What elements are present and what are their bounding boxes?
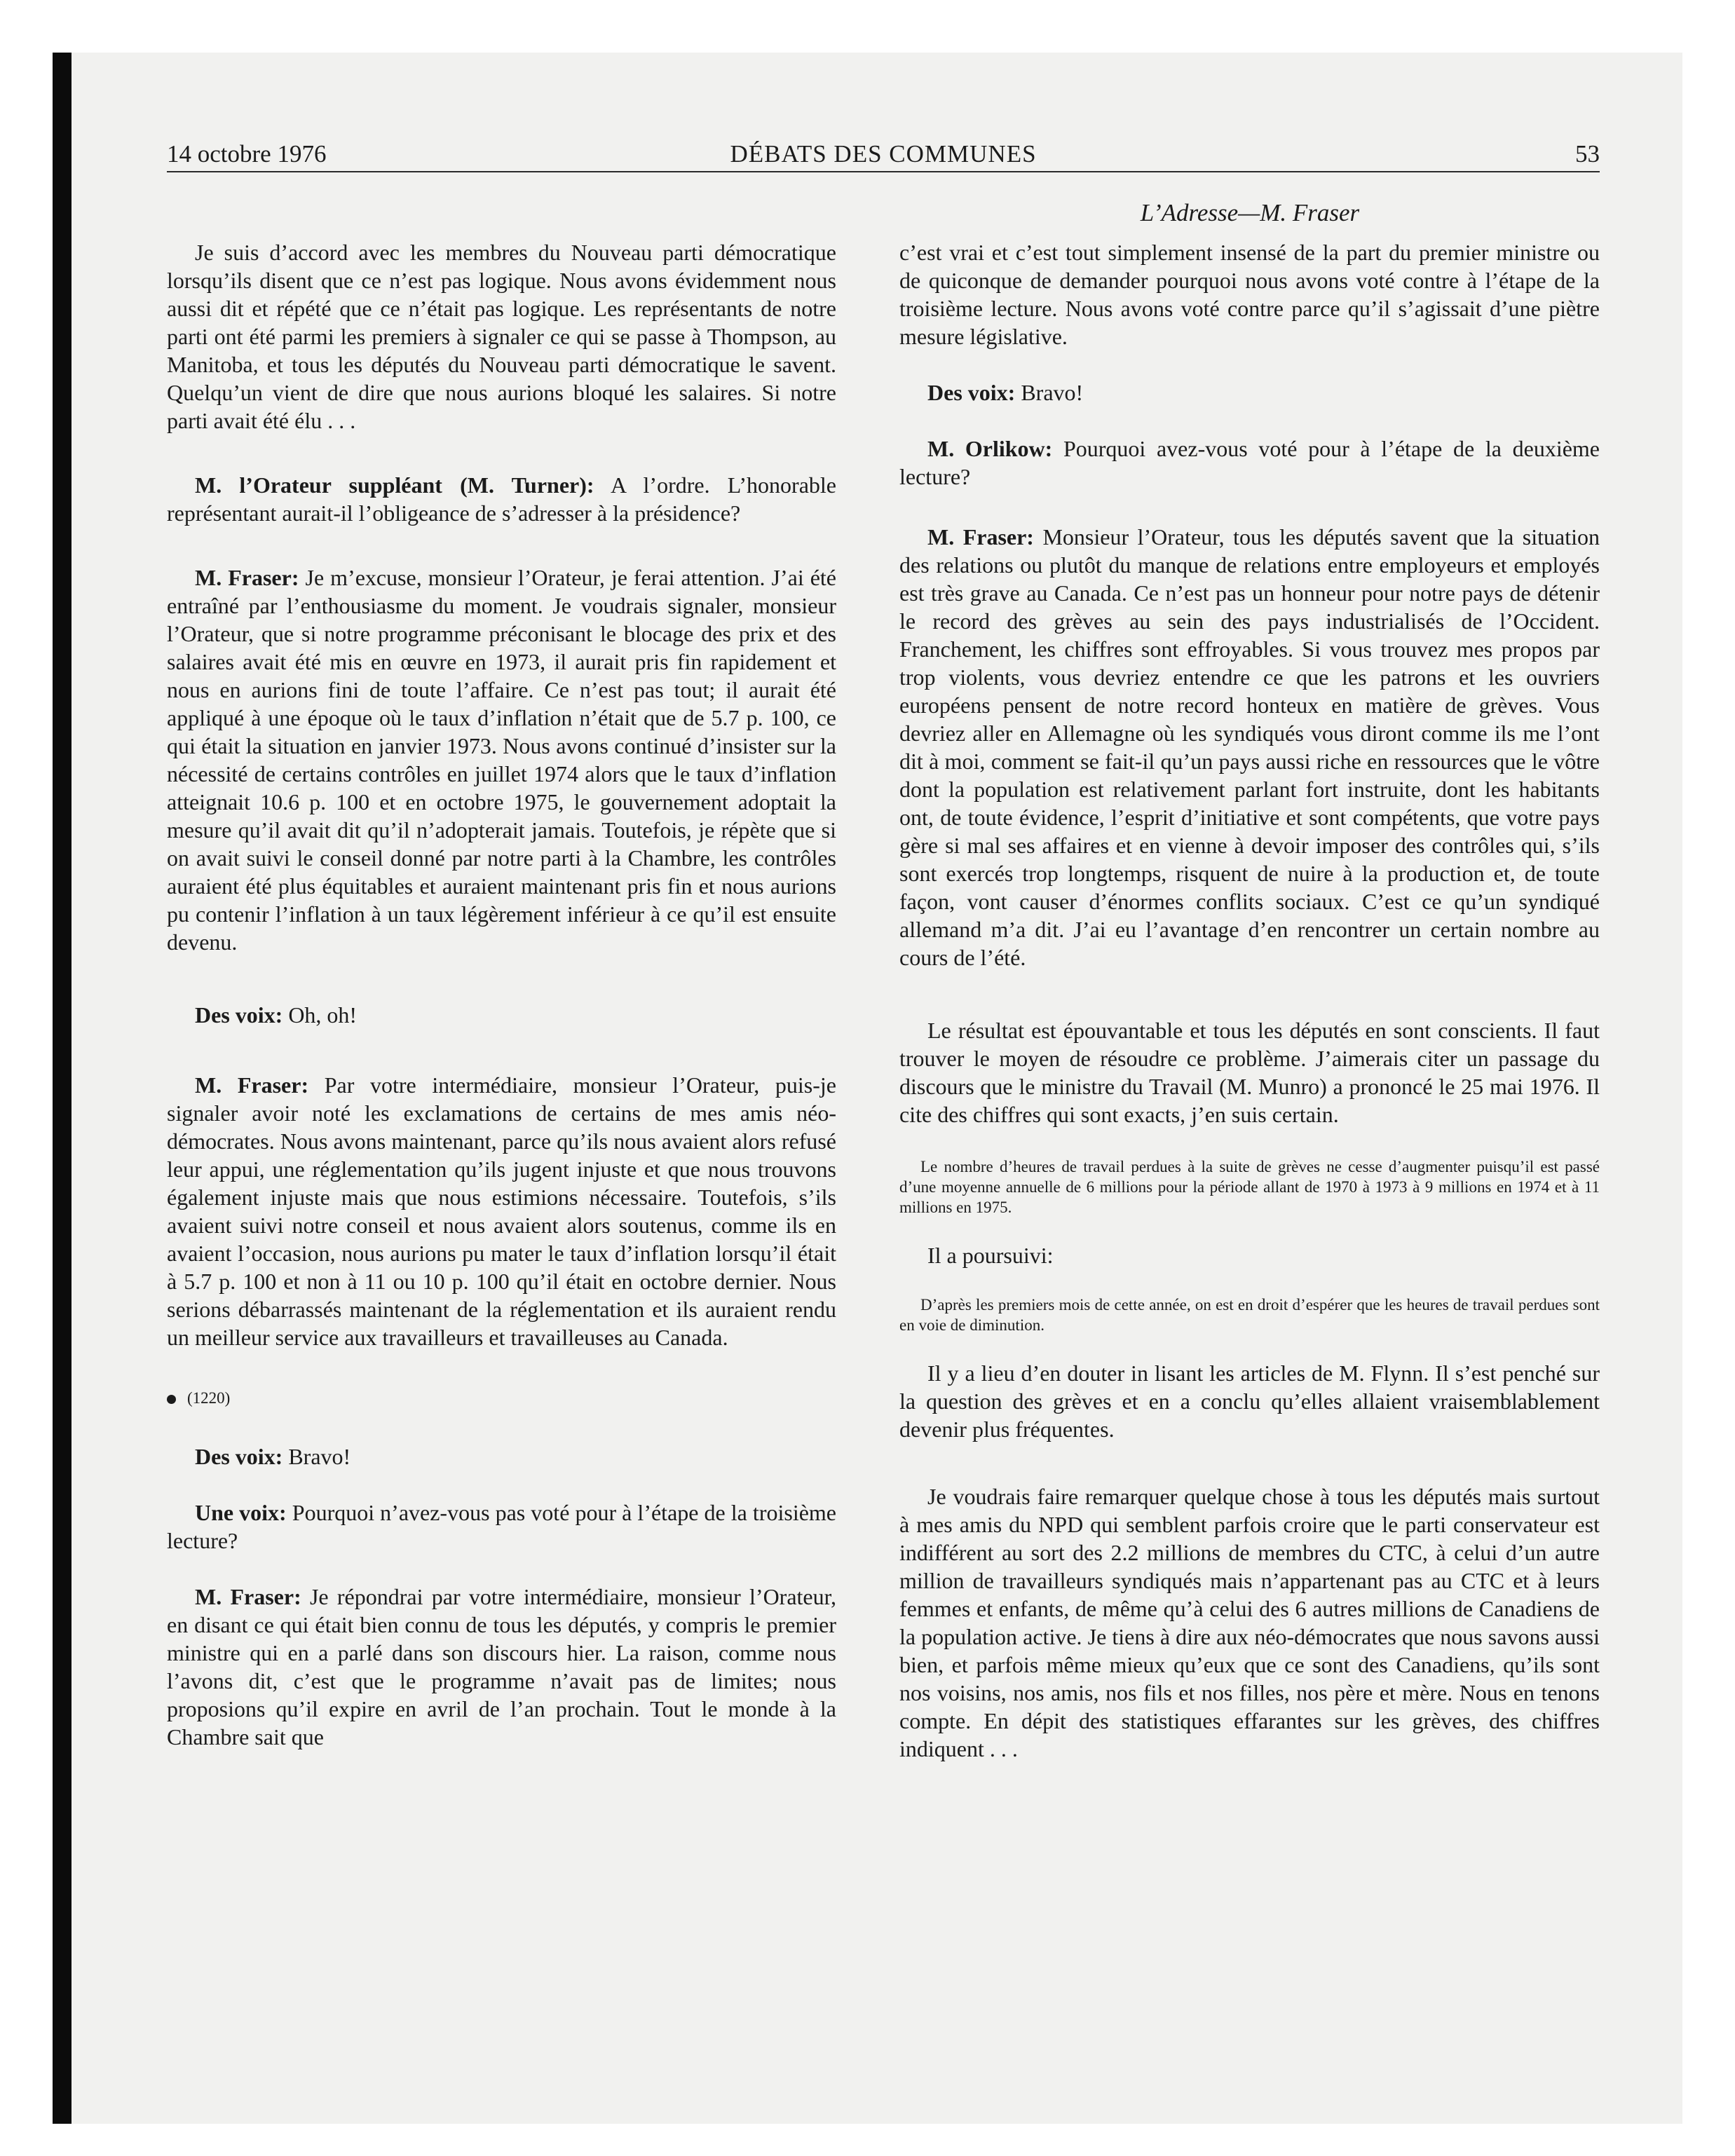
speaker-name: M. Fraser:: [195, 1072, 309, 1098]
paragraph: Il a poursuivi:: [927, 1243, 1054, 1268]
bullet-icon: [167, 1395, 176, 1404]
speaker-name: M. l’Orateur suppléant (M. Turner):: [195, 472, 594, 498]
speech-paragraph: [167, 471, 836, 527]
speech-paragraph: [167, 1583, 836, 1751]
paragraph: Je voudrais faire remarquer quelque chose à tous les députés mais surtout à mes amis du NPD qui semblent parfois croire que le parti conservateur est indifférent au sort des 2.2 millions de membres du CTC, à celui d’un autre million de travailleurs syndiqués mais n’appartenant pas au CTC et à leurs femmes et enfants, de même qu’à celui des 6 autres millions de Canadiens de la population active. Je tiens à dire aux néo-démocrates que nous savons aussi bien, et parfois même mieux qu’eux que ce sont des Canadiens, qu’ils sont nos voisins, nos amis, nos fils et nos filles, nos père et mère. Nous en tenons compte. En dépit des statistiques effarantes sur les grèves, des chiffres indiquent . . .: [899, 1484, 1600, 1761]
block-quote: Le nombre d’heures de travail perdues à la suite de grèves ne cesse d’augmenter puisqu’il est passé d’une moyenne annuelle de 6 millions pour la période allant de 1970 à 1973 à 9 millions en 1974 et à 11 millions en 1975.: [899, 1158, 1600, 1216]
time-marker-text: (1220): [187, 1389, 231, 1407]
speech-text: Je m’excuse, monsieur l’Orateur, je ferai attention. J’ai été entraîné par l’enthousiasme du moment. Je voudrais signaler, monsieur l’Orateur, que si notre programme préconisant le blocage des prix et des salaires avait été mis en œuvre en 1973, il aurait pris fin rapidement et nous en aurions fini de toute l’affaire. Ce n’est pas tout; il aurait été appliqué à une époque où le taux d’inflation n’était que de 5.7 p. 100, ce qui était la situation en janvier 1973. Nous avons continué d’insister sur la nécessité de certains contrôles en juillet 1974 alors que le taux d’inflation atteignait 10.6 p. 100 et en octobre 1975, le gouvernement adoptait la mesure qu’il avait dit qu’il n’adopterait jamais. Toutefois, je répète que si on avait suivi le conseil donné par notre parti à la Chambre, les contrôles auraient été plus équitables et auraient maintenant pris fin et nous aurions pu contenir l’inflation à un taux légèrement inférieur à ce qu’il est ensuite devenu.: [167, 565, 837, 955]
block-quote: D’après les premiers mois de cette année, on est en droit d’espérer que les heures de travail perdues sont en voie de diminution.: [899, 1296, 1600, 1334]
time-marker: [167, 1388, 836, 1409]
speech-paragraph: [167, 1001, 836, 1029]
speaker-name: Une voix:: [195, 1500, 287, 1525]
speaker-name: Des voix:: [195, 1444, 283, 1469]
speaker-name: Des voix:: [195, 1002, 283, 1028]
speech-text: Par votre intermédiaire, monsieur l’Orateur, puis-je signaler avoir noté les exclamations de certains de mes amis néo-démocrates. Nous avons maintenant, parce qu’ils nous avaient alors refusé leur appui, une réglementation qu’ils jugent injuste et que nous trouvons également injuste mais que nous estimions nécessaire. Toutefois, s’ils avaient suivi notre conseil et nous avaient alors soutenus, comme ils en avaient l’occasion, nous aurions pu mater le taux d’inflation lorsqu’il était à 5.7 p. 100 et non à 11 ou 10 p. 100 qu’il était en octobre dernier. Nous serions débarrassés maintenant de la réglementation et ils auraient rendu un meilleur service aux travailleurs et travailleuses au Canada.: [167, 1072, 836, 1350]
running-head: L’Adresse—M. Fraser: [1140, 199, 1360, 226]
speaker-name: M. Fraser:: [195, 1584, 301, 1609]
header-date: 14 octobre 1976: [167, 140, 327, 168]
speaker-name: M. Fraser:: [195, 565, 299, 590]
speech-text: A l’ordre. L’honorable représentant aurait-il l’obligeance de s’adresser à la présidence?: [167, 472, 836, 526]
right-column: [899, 233, 1600, 1763]
left-column: [167, 233, 836, 1751]
speech-text: Bravo!: [283, 1444, 351, 1469]
speech-paragraph: [167, 1071, 836, 1351]
speech-text: Oh, oh!: [283, 1002, 358, 1028]
page-header: [167, 140, 1600, 172]
speaker-name: M. Orlikow:: [927, 436, 1053, 461]
speech-text: Je répondrai par votre intermédiaire, monsieur l’Orateur, en disant ce qui était bien connu de tous les députés, y compris le premier ministre qui en a parlé dans son discours hier. La raison, comme nous l’avons dit, c’est que le programme n’avait pas de limites; nous proposions qu’il expire en avril de l’an prochain. Tout le monde à la Chambre sait que: [167, 1584, 836, 1749]
speech-paragraph: [899, 523, 1600, 971]
speech-paragraph: [167, 564, 836, 956]
speech-text: Pourquoi avez-vous voté pour à l’étape de la deuxième lecture?: [899, 436, 1600, 489]
paragraph: Il y a lieu d’en douter in lisant les articles de M. Flynn. Il s’est penché sur la question des grèves et en a conclu qu’elles allaient vraisemblablement devenir plus fréquentes.: [899, 1360, 1600, 1442]
binding-edge: [53, 53, 72, 2124]
header-journal-title: DÉBATS DES COMMUNES: [730, 140, 1037, 168]
paragraph: Le résultat est épouvantable et tous les députés en sont conscients. Il faut trouver le moyen de résoudre ce problème. J’aimerais citer un passage du discours que le ministre du Travail (M. Munro) a prononcé le 25 mai 1976. Il cite des chiffres qui sont exacts, j’en suis certain.: [899, 1018, 1600, 1127]
paragraph: c’est vrai et c’est tout simplement insensé de la part du premier ministre ou de quiconque de demander pourquoi nous avons voté contre à l’étape de la troisième lecture. Nous avons voté contre parce qu’il s’agissait d’une piètre mesure législative.: [899, 240, 1600, 349]
speaker-name: M. Fraser:: [927, 524, 1034, 550]
speech-paragraph: [167, 1442, 836, 1471]
speech-paragraph: [899, 435, 1600, 491]
speech-text: Monsieur l’Orateur, tous les députés savent que la situation des relations ou plutôt du manque de relations entre employeurs et employés est très grave au Canada. Ce n’est pas un honneur pour notre pays de détenir le record des grèves au sein des pays industrialisés de l’Occident. Franchement, les chiffres sont effroyables. Si vous trouvez mes propos par trop violents, vous devriez entendre ce que les patrons et les ouvriers européens pensent de notre record honteux en matière de grèves. Vous devriez aller en Allemagne où les syndiqués vous diront comme ils me l’ont dit à moi, comment se fait-il qu’un pays aussi riche en ressources que le vôtre dont la population est relativement parlant fort instruite, dont les habitants ont, de toute évidence, l’esprit d’initiative et sont compétents, que votre pays gère si mal ses affaires et en vienne à devoir imposer des contrôles qui, s’ils sont exercés trop longtemps, risquent de nuire à la production et, de toute façon, vont causer d’énormes conflits sociaux. C’est ce qu’un syndiqué allemand m’a dit. J’ai eu l’avantage d’en rencontrer un certain nombre au cours de l’été.: [899, 524, 1600, 970]
speech-paragraph: [899, 378, 1600, 407]
speech-text: Bravo!: [1015, 380, 1084, 405]
speaker-name: Des voix:: [927, 380, 1016, 405]
speech-paragraph: [167, 1499, 836, 1555]
page-number: 53: [1575, 140, 1600, 168]
speech-text: Pourquoi n’avez-vous pas voté pour à l’étape de la troisième lecture?: [167, 1500, 837, 1553]
paragraph: Je suis d’accord avec les membres du Nouveau parti démocratique lorsqu’ils disent que ce n’est pas logique. Nous avons évidemment nous aussi dit et répété que ce n’était pas logique. Les représentants de notre parti ont été parmi les premiers à signaler ce qui se passe à Thompson, au Manitoba, et tous les députés du Nouveau parti démocratique le savent. Quelqu’un vient de dire que nous aurions bloqué les salaires. Si notre parti avait été élu . . .: [167, 240, 836, 433]
